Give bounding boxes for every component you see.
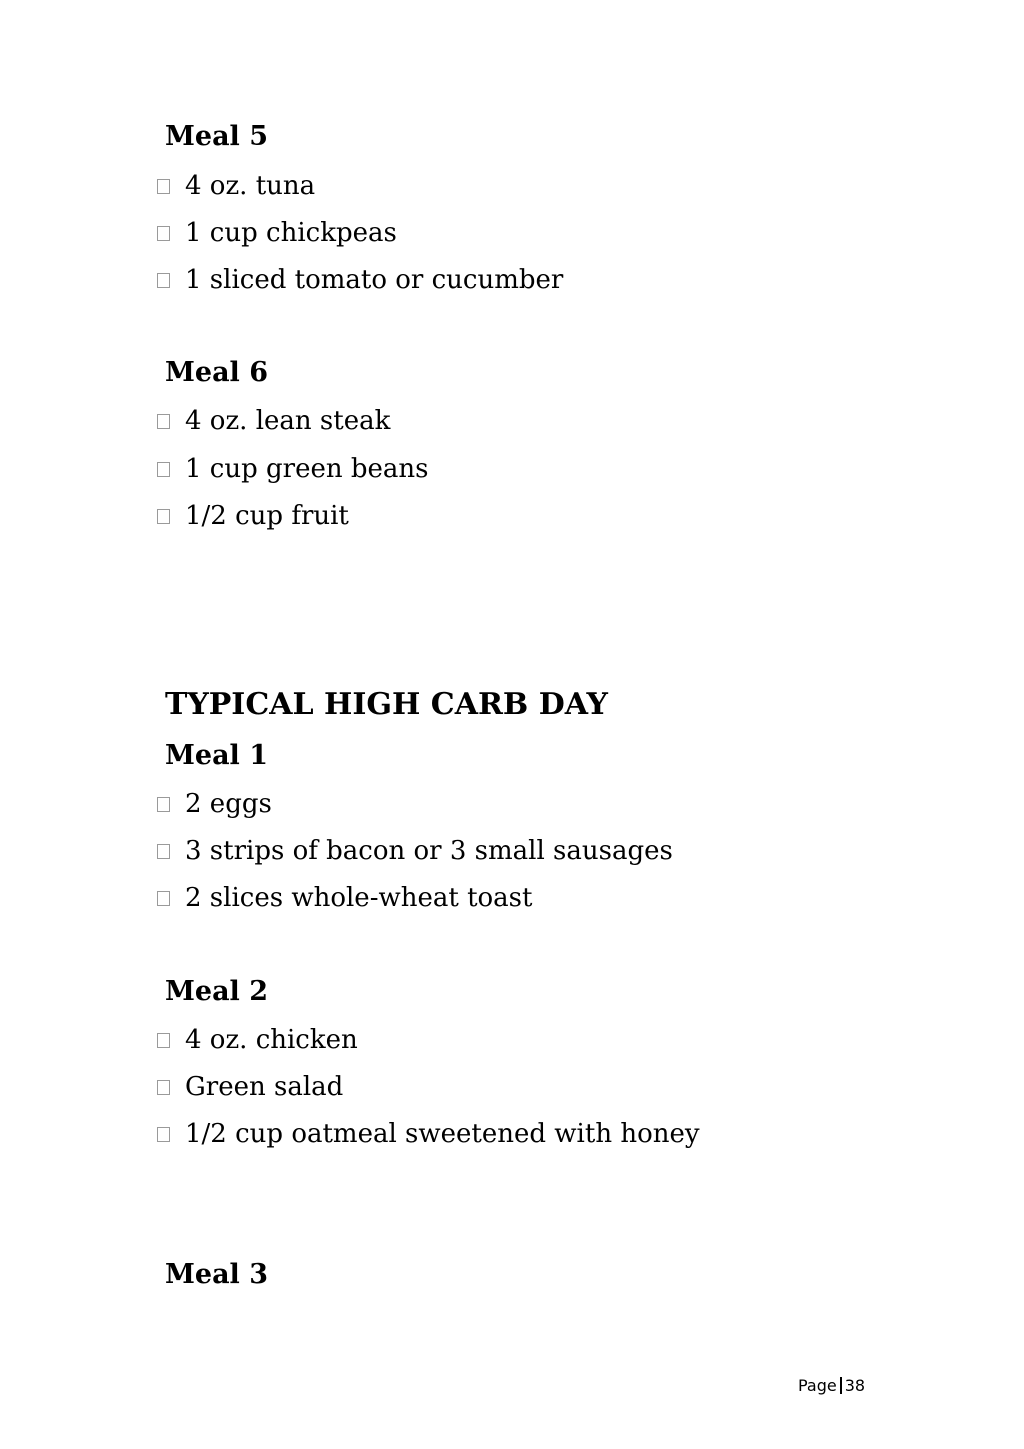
list-item-text: 2 eggs (185, 789, 272, 819)
list-item-text: 1/2 cup fruit (185, 501, 349, 531)
meal-heading: Meal 2 (165, 976, 269, 1007)
list-item-text: 3 strips of bacon or 3 small sausages (185, 836, 673, 866)
checkbox-bullet-icon (157, 797, 170, 812)
list-item-text: 4 oz. tuna (185, 171, 316, 201)
checkbox-bullet-icon (157, 1033, 170, 1048)
checkbox-bullet-icon (157, 414, 170, 429)
list-item-text: 1 sliced tomato or cucumber (185, 265, 564, 295)
checkbox-bullet-icon (157, 226, 170, 241)
meal-heading: Meal 3 (165, 1259, 269, 1290)
meal-heading: Meal 5 (165, 121, 269, 152)
list-item (157, 217, 397, 249)
page-label: Page (798, 1376, 837, 1395)
list-item-text: 1/2 cup oatmeal sweetened with honey (185, 1119, 700, 1149)
list-item (157, 882, 532, 914)
list-item (157, 453, 429, 485)
list-item-text: 4 oz. chicken (185, 1025, 358, 1055)
list-item (157, 264, 563, 296)
list-item (157, 500, 349, 532)
list-item-text: 4 oz. lean steak (185, 406, 391, 436)
page-number-footer (798, 1376, 865, 1396)
list-item (157, 405, 390, 437)
list-item (157, 1118, 700, 1150)
checkbox-bullet-icon (157, 844, 170, 859)
list-item-text: Green salad (185, 1072, 344, 1102)
list-item (157, 1024, 358, 1056)
checkbox-bullet-icon (157, 273, 170, 288)
meal-heading: Meal 6 (165, 357, 269, 388)
checkbox-bullet-icon (157, 891, 170, 906)
section-title: TYPICAL HIGH CARB DAY (165, 687, 608, 722)
page-number: 38 (844, 1376, 866, 1395)
checkbox-bullet-icon (157, 179, 170, 194)
list-item (157, 835, 673, 867)
list-item-text: 1 cup chickpeas (185, 218, 397, 248)
footer-separator (840, 1377, 842, 1394)
meal-heading: Meal 1 (165, 740, 269, 771)
checkbox-bullet-icon (157, 1127, 170, 1142)
list-item (157, 170, 315, 202)
list-item-text: 2 slices whole-wheat toast (185, 883, 533, 913)
checkbox-bullet-icon (157, 509, 170, 524)
checkbox-bullet-icon (157, 462, 170, 477)
list-item-text: 1 cup green beans (185, 454, 429, 484)
list-item (157, 788, 272, 820)
checkbox-bullet-icon (157, 1080, 170, 1095)
list-item (157, 1071, 343, 1103)
